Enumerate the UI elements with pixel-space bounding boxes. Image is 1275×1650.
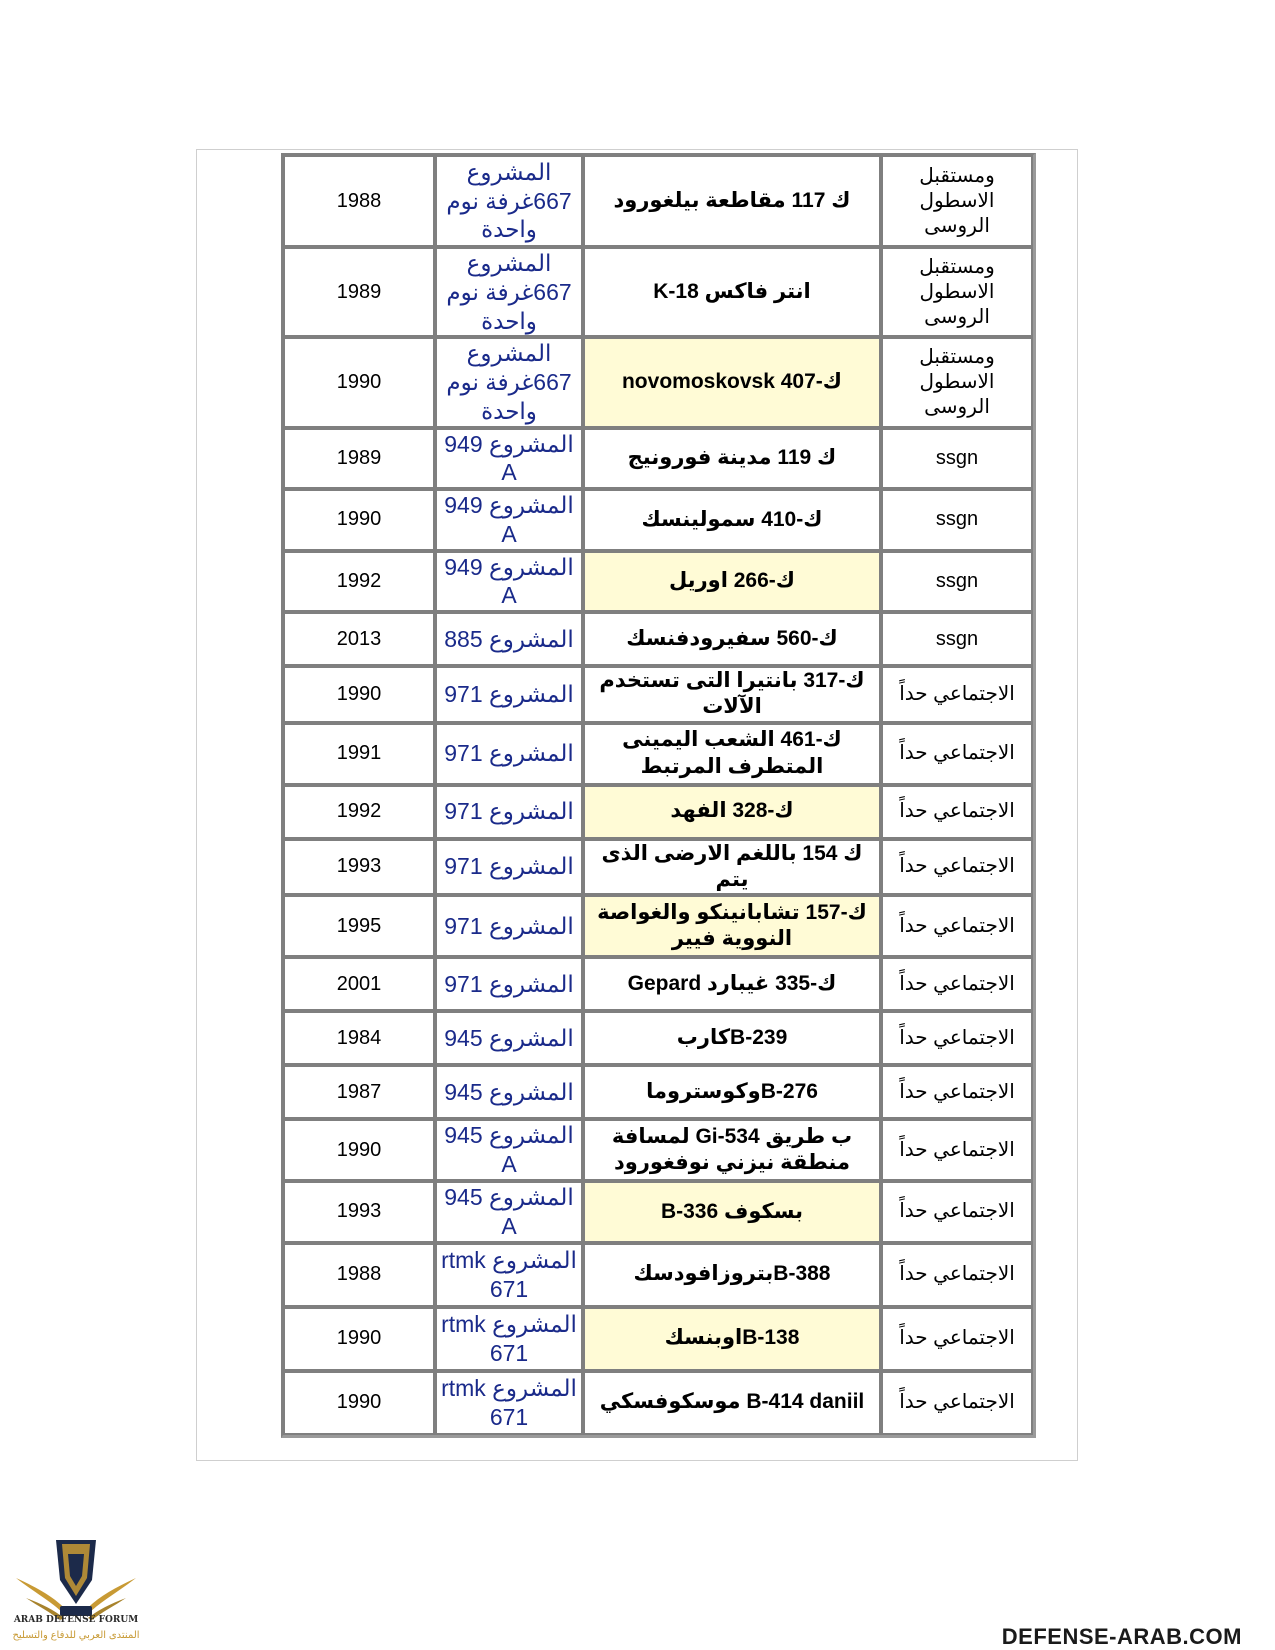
category-cell: الاجتماعي حداً: [881, 895, 1033, 957]
submarine-name-cell: ك-328 الفهد: [583, 785, 881, 839]
submarine-name-cell: بسكوف B-336: [583, 1181, 881, 1243]
table-row: [283, 247, 1033, 337]
project-cell: المشروع 949 A: [435, 551, 583, 613]
submarine-name-cell: B-276وكوستروما: [583, 1065, 881, 1119]
project-cell: المشروع 667غرفة نوم واحدة: [435, 155, 583, 247]
table-body: [283, 155, 1033, 1435]
category-cell: الاجتماعي حداً: [881, 839, 1033, 896]
year-cell: 1993: [283, 839, 435, 896]
category-cell: الاجتماعي حداً: [881, 666, 1033, 723]
year-cell: 1992: [283, 785, 435, 839]
year-cell: 1992: [283, 551, 435, 613]
table-row: [283, 957, 1033, 1011]
table-row: [283, 428, 1033, 490]
submarine-name-cell: ك-335 غيبارد Gepard: [583, 957, 881, 1011]
submarine-name-cell: B-388بتروزافودسك: [583, 1243, 881, 1307]
category-cell: ومستقبل الاسطول الروسى: [881, 155, 1033, 247]
year-cell: 1988: [283, 155, 435, 247]
project-cell: المشروع 971: [435, 839, 583, 896]
project-cell: المشروع rtmk 671: [435, 1307, 583, 1371]
year-cell: 1995: [283, 895, 435, 957]
project-cell: المشروع 971: [435, 785, 583, 839]
submarine-name-cell: انتر فاكس K-18: [583, 247, 881, 337]
year-cell: 1987: [283, 1065, 435, 1119]
year-cell: 1990: [283, 1119, 435, 1181]
submarine-name-cell: ك-410 سمولينسك: [583, 489, 881, 551]
project-cell: المشروع 949 A: [435, 428, 583, 490]
category-cell: الاجتماعي حداً: [881, 1181, 1033, 1243]
project-cell: المشروع 971: [435, 666, 583, 723]
table-row: [283, 895, 1033, 957]
project-cell: المشروع 945 A: [435, 1119, 583, 1181]
category-cell: ومستقبل الاسطول الروسى: [881, 247, 1033, 337]
category-cell: ssgn: [881, 428, 1033, 490]
submarine-name-cell: ك-407 novomoskovsk: [583, 337, 881, 427]
year-cell: 1984: [283, 1011, 435, 1065]
project-cell: المشروع rtmk 671: [435, 1243, 583, 1307]
category-cell: الاجتماعي حداً: [881, 1119, 1033, 1181]
project-cell: المشروع rtmk 671: [435, 1371, 583, 1435]
year-cell: 1989: [283, 247, 435, 337]
project-cell: المشروع 949 A: [435, 489, 583, 551]
project-cell: المشروع 667غرفة نوم واحدة: [435, 337, 583, 427]
year-cell: 1993: [283, 1181, 435, 1243]
category-cell: الاجتماعي حداً: [881, 1011, 1033, 1065]
table-row: [283, 1181, 1033, 1243]
submarine-name-cell: B-239كارب: [583, 1011, 881, 1065]
category-cell: الاجتماعي حداً: [881, 723, 1033, 785]
table-row: [283, 612, 1033, 666]
table-row: [283, 1065, 1033, 1119]
submarine-name-cell: ك-266 اوريل: [583, 551, 881, 613]
category-cell: الاجتماعي حداً: [881, 1371, 1033, 1435]
submarine-name-cell: B-414 daniil موسكوفسكي: [583, 1371, 881, 1435]
year-cell: 2001: [283, 957, 435, 1011]
table-row: [283, 1243, 1033, 1307]
year-cell: 1990: [283, 1371, 435, 1435]
year-cell: 1991: [283, 723, 435, 785]
submarine-name-cell: ك-560 سفيرودفنسك: [583, 612, 881, 666]
category-cell: ssgn: [881, 612, 1033, 666]
category-cell: الاجتماعي حداً: [881, 1243, 1033, 1307]
logo-english-text: ARAB DEFENSE FORUM: [13, 1615, 139, 1625]
year-cell: 1990: [283, 489, 435, 551]
table-row: [283, 839, 1033, 896]
submarine-name-cell: ك 154 باللغم الارضى الذى يتم: [583, 839, 881, 896]
logo-arabic-text: المنتدى العربي للدفاع والتسليح: [12, 1630, 140, 1641]
category-cell: الاجتماعي حداً: [881, 785, 1033, 839]
category-cell: الاجتماعي حداً: [881, 1307, 1033, 1371]
table-row: [283, 155, 1033, 247]
category-cell: الاجتماعي حداً: [881, 957, 1033, 1011]
project-cell: المشروع 971: [435, 957, 583, 1011]
submarine-table: [281, 153, 1036, 1438]
category-cell: ومستقبل الاسطول الروسى: [881, 337, 1033, 427]
project-cell: المشروع 945 A: [435, 1181, 583, 1243]
year-cell: 1988: [283, 1243, 435, 1307]
category-cell: ssgn: [881, 489, 1033, 551]
submarine-name-cell: ك 117 مقاطعة بيلغورود: [583, 155, 881, 247]
year-cell: 1989: [283, 428, 435, 490]
year-cell: 1990: [283, 1307, 435, 1371]
submarine-name-cell: ك-461 الشعب اليمينى المتطرف المرتبط: [583, 723, 881, 785]
submarine-name-cell: ك 119 مدينة فورونيج: [583, 428, 881, 490]
project-cell: المشروع 667غرفة نوم واحدة: [435, 247, 583, 337]
project-cell: المشروع 971: [435, 895, 583, 957]
table-row: [283, 1371, 1033, 1435]
table-row: [283, 337, 1033, 427]
project-cell: المشروع 971: [435, 723, 583, 785]
project-cell: المشروع 885: [435, 612, 583, 666]
site-url: DEFENSE-ARAB.COM: [1001, 1624, 1242, 1649]
table-row: [283, 551, 1033, 613]
table-row: [283, 785, 1033, 839]
table-row: [283, 666, 1033, 723]
table-row: [283, 489, 1033, 551]
submarine-name-cell: ب طريق Gi-534 لمسافة منطقة نيزني نوفغورود: [583, 1119, 881, 1181]
year-cell: 2013: [283, 612, 435, 666]
table-row: [283, 1119, 1033, 1181]
submarine-name-cell: ك-317 بانتيرا التى تستخدم الآلات: [583, 666, 881, 723]
table-row: [283, 723, 1033, 785]
year-cell: 1990: [283, 337, 435, 427]
submarine-name-cell: ك-157 تشابانينكو والغواصة النووية فيير: [583, 895, 881, 957]
category-cell: الاجتماعي حداً: [881, 1065, 1033, 1119]
table-row: [283, 1307, 1033, 1371]
year-cell: 1990: [283, 666, 435, 723]
submarine-name-cell: B-138اوبنسك: [583, 1307, 881, 1371]
category-cell: ssgn: [881, 551, 1033, 613]
project-cell: المشروع 945: [435, 1065, 583, 1119]
table-row: [283, 1011, 1033, 1065]
project-cell: المشروع 945: [435, 1011, 583, 1065]
